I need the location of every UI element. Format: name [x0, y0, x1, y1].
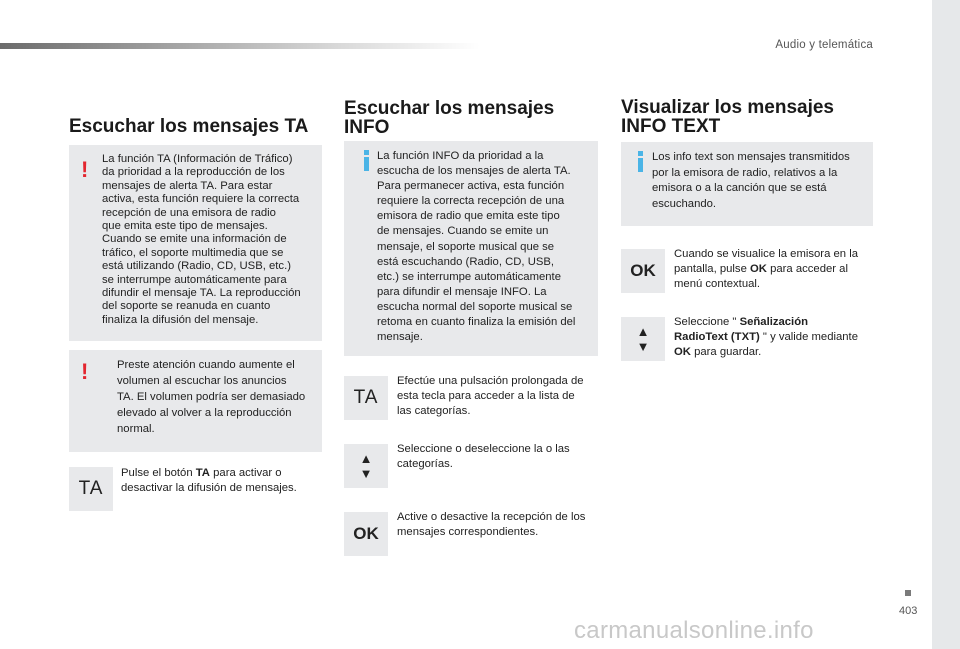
- watermark: carmanualsonline.info: [574, 617, 814, 644]
- header-gradient-bar: [0, 43, 480, 49]
- step-infotext-ok: Cuando se visualice la emisora en la pantalla, pulse OK para acceder al menú contextual.: [674, 248, 858, 290]
- section-title: Audio y telemática: [775, 39, 873, 51]
- info-text-info-text: Los info text son mensajes transmitidos por la emisora de radio, relativos a la emisora o a la canción que se está escuchando.: [652, 151, 850, 210]
- step-info-longpress: Efectúe una pulsación prolongada de esta tecla para acceder a la lista de las categorías.: [397, 375, 584, 417]
- info-box-info-text: [621, 142, 873, 226]
- page-number: 403: [899, 605, 918, 617]
- ta-key-icon: TA: [69, 467, 113, 511]
- warning-icon: !: [81, 359, 89, 384]
- info-box-info: [344, 141, 598, 356]
- step-info-toggle: Active o desactive la recepción de los mensajes correspondientes.: [397, 511, 586, 538]
- ok-key-icon: OK: [344, 512, 388, 556]
- up-down-arrows-icon: ▲ ▼: [621, 317, 665, 361]
- info-icon: [364, 150, 369, 171]
- warning-text-ta: La función TA (Información de Tráfico) da prioridad a la reproducción de los mensajes de alerta TA. Para estar activa, esta función requiere la correcta recepción de una emisora de radio que emita este tipo de mensajes. Cuando se emite una información de tráfico, el soporte multimedia que se está utilizando (Radio, CD, USB, etc.) se interrumpe automáticamente para difundir el mensaje TA. La reproducción del soporte se reanuda en cuanto finaliza la difusión del mensaje.: [102, 153, 301, 326]
- warning-text-volume: Preste atención cuando aumente el volumen al escuchar los anuncios TA. El volumen podría ser demasiado elevado al volver a la reproducción normal.: [117, 359, 306, 435]
- warning-box-volume: [69, 350, 322, 452]
- page-marker: [905, 590, 911, 596]
- step-ta-text: Pulse el botón TA para activar o desactivar la difusión de mensajes.: [121, 467, 297, 494]
- step-infotext-select: Seleccione " Señalización RadioText (TXT) " y valide mediante OK para guardar.: [674, 316, 858, 358]
- heading-ta: Escuchar los mensajes TA: [69, 116, 309, 137]
- ok-key-icon: OK: [621, 249, 665, 293]
- heading-info-text: Visualizar los mensajes INFO TEXT: [621, 97, 834, 137]
- info-icon: [638, 151, 643, 172]
- step-info-select: Seleccione o deseleccione la o las categorías.: [397, 443, 570, 470]
- info-text-info: La función INFO da prioridad a la escucha de los mensajes de alerta TA. Para permanecer activa, esta función requiere la correcta recepción de una emisora de radio que emita este tipo de mensajes. Cuando se emite un mensaje, el soporte musical que se está escuchando (Radio, CD, USB, etc.) se interrumpe automáticamente para difundir el mensaje INFO. La escucha normal del soporte musical se retoma en cuanto finaliza la emisión del mensaje.: [377, 150, 576, 344]
- warning-box-ta: [69, 145, 322, 341]
- heading-info: Escuchar los mensajes INFO: [344, 98, 555, 138]
- warning-icon: !: [81, 157, 89, 182]
- up-down-arrows-icon: ▲ ▼: [344, 444, 388, 488]
- ta-key-icon: TA: [344, 376, 388, 420]
- page-edge-strip: [932, 0, 960, 649]
